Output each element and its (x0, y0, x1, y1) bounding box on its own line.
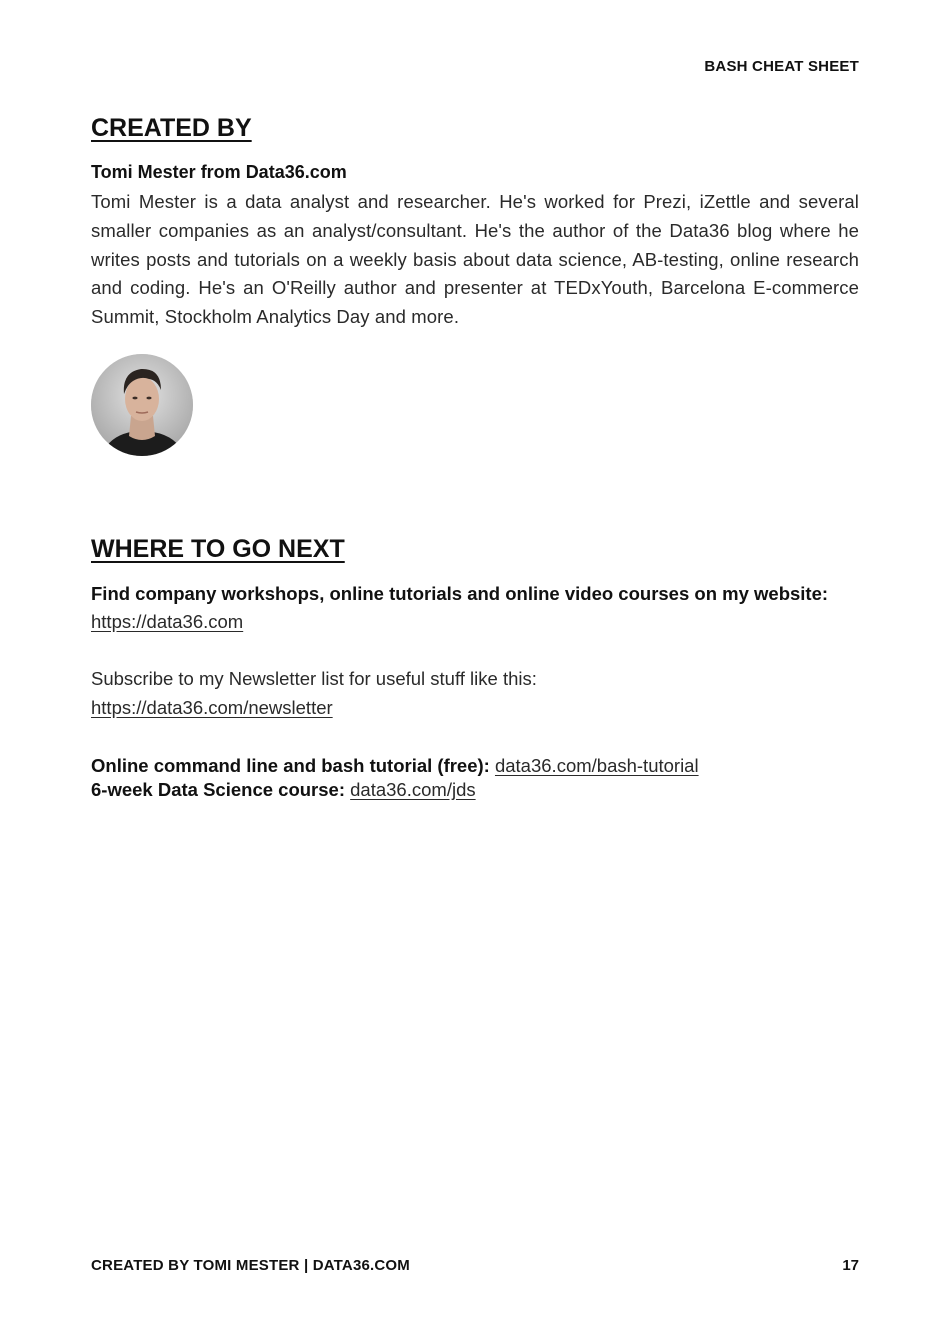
footer-credit: CREATED BY TOMI MESTER | DATA36.COM (91, 1257, 410, 1274)
author-avatar (91, 354, 193, 456)
tutorial-label: Online command line and bash tutorial (free): (91, 755, 490, 776)
created-by-heading: CREATED BY (91, 114, 252, 142)
find-resources-text: Find company workshops, online tutorials and online video courses on my website: (91, 583, 829, 604)
running-header: BASH CHEAT SHEET (704, 58, 859, 75)
course-label: 6-week Data Science course: (91, 779, 345, 800)
where-to-go-next-heading: WHERE TO GO NEXT (91, 535, 345, 563)
author-bio: Tomi Mester is a data analyst and researcher. He's worked for Prezi, iZettle and several smaller companies as an analyst/consultant. He's the author of the Data36 blog where he writes posts and tutorials on a weekly basis about data science, AB-testing, online research and coding. He's an O'Reilly author and presenter at TEDxYouth, Barcelona E-commerce Summit, Stockholm Analytics Day and more. (91, 191, 859, 328)
course-row (91, 779, 476, 801)
tutorial-row (91, 755, 699, 777)
subscribe-text: Subscribe to my Newsletter list for useful stuff like this: (91, 668, 537, 689)
jds-course-link[interactable]: data36.com/jds (350, 779, 476, 800)
newsletter-link[interactable]: https://data36.com/newsletter (91, 697, 333, 718)
page-number: 17 (842, 1257, 859, 1274)
website-link[interactable]: https://data36.com (91, 611, 244, 632)
author-name: Tomi Mester from Data36.com (91, 162, 347, 182)
author-portrait-image (91, 354, 193, 456)
bash-tutorial-link[interactable]: data36.com/bash-tutorial (494, 755, 699, 776)
